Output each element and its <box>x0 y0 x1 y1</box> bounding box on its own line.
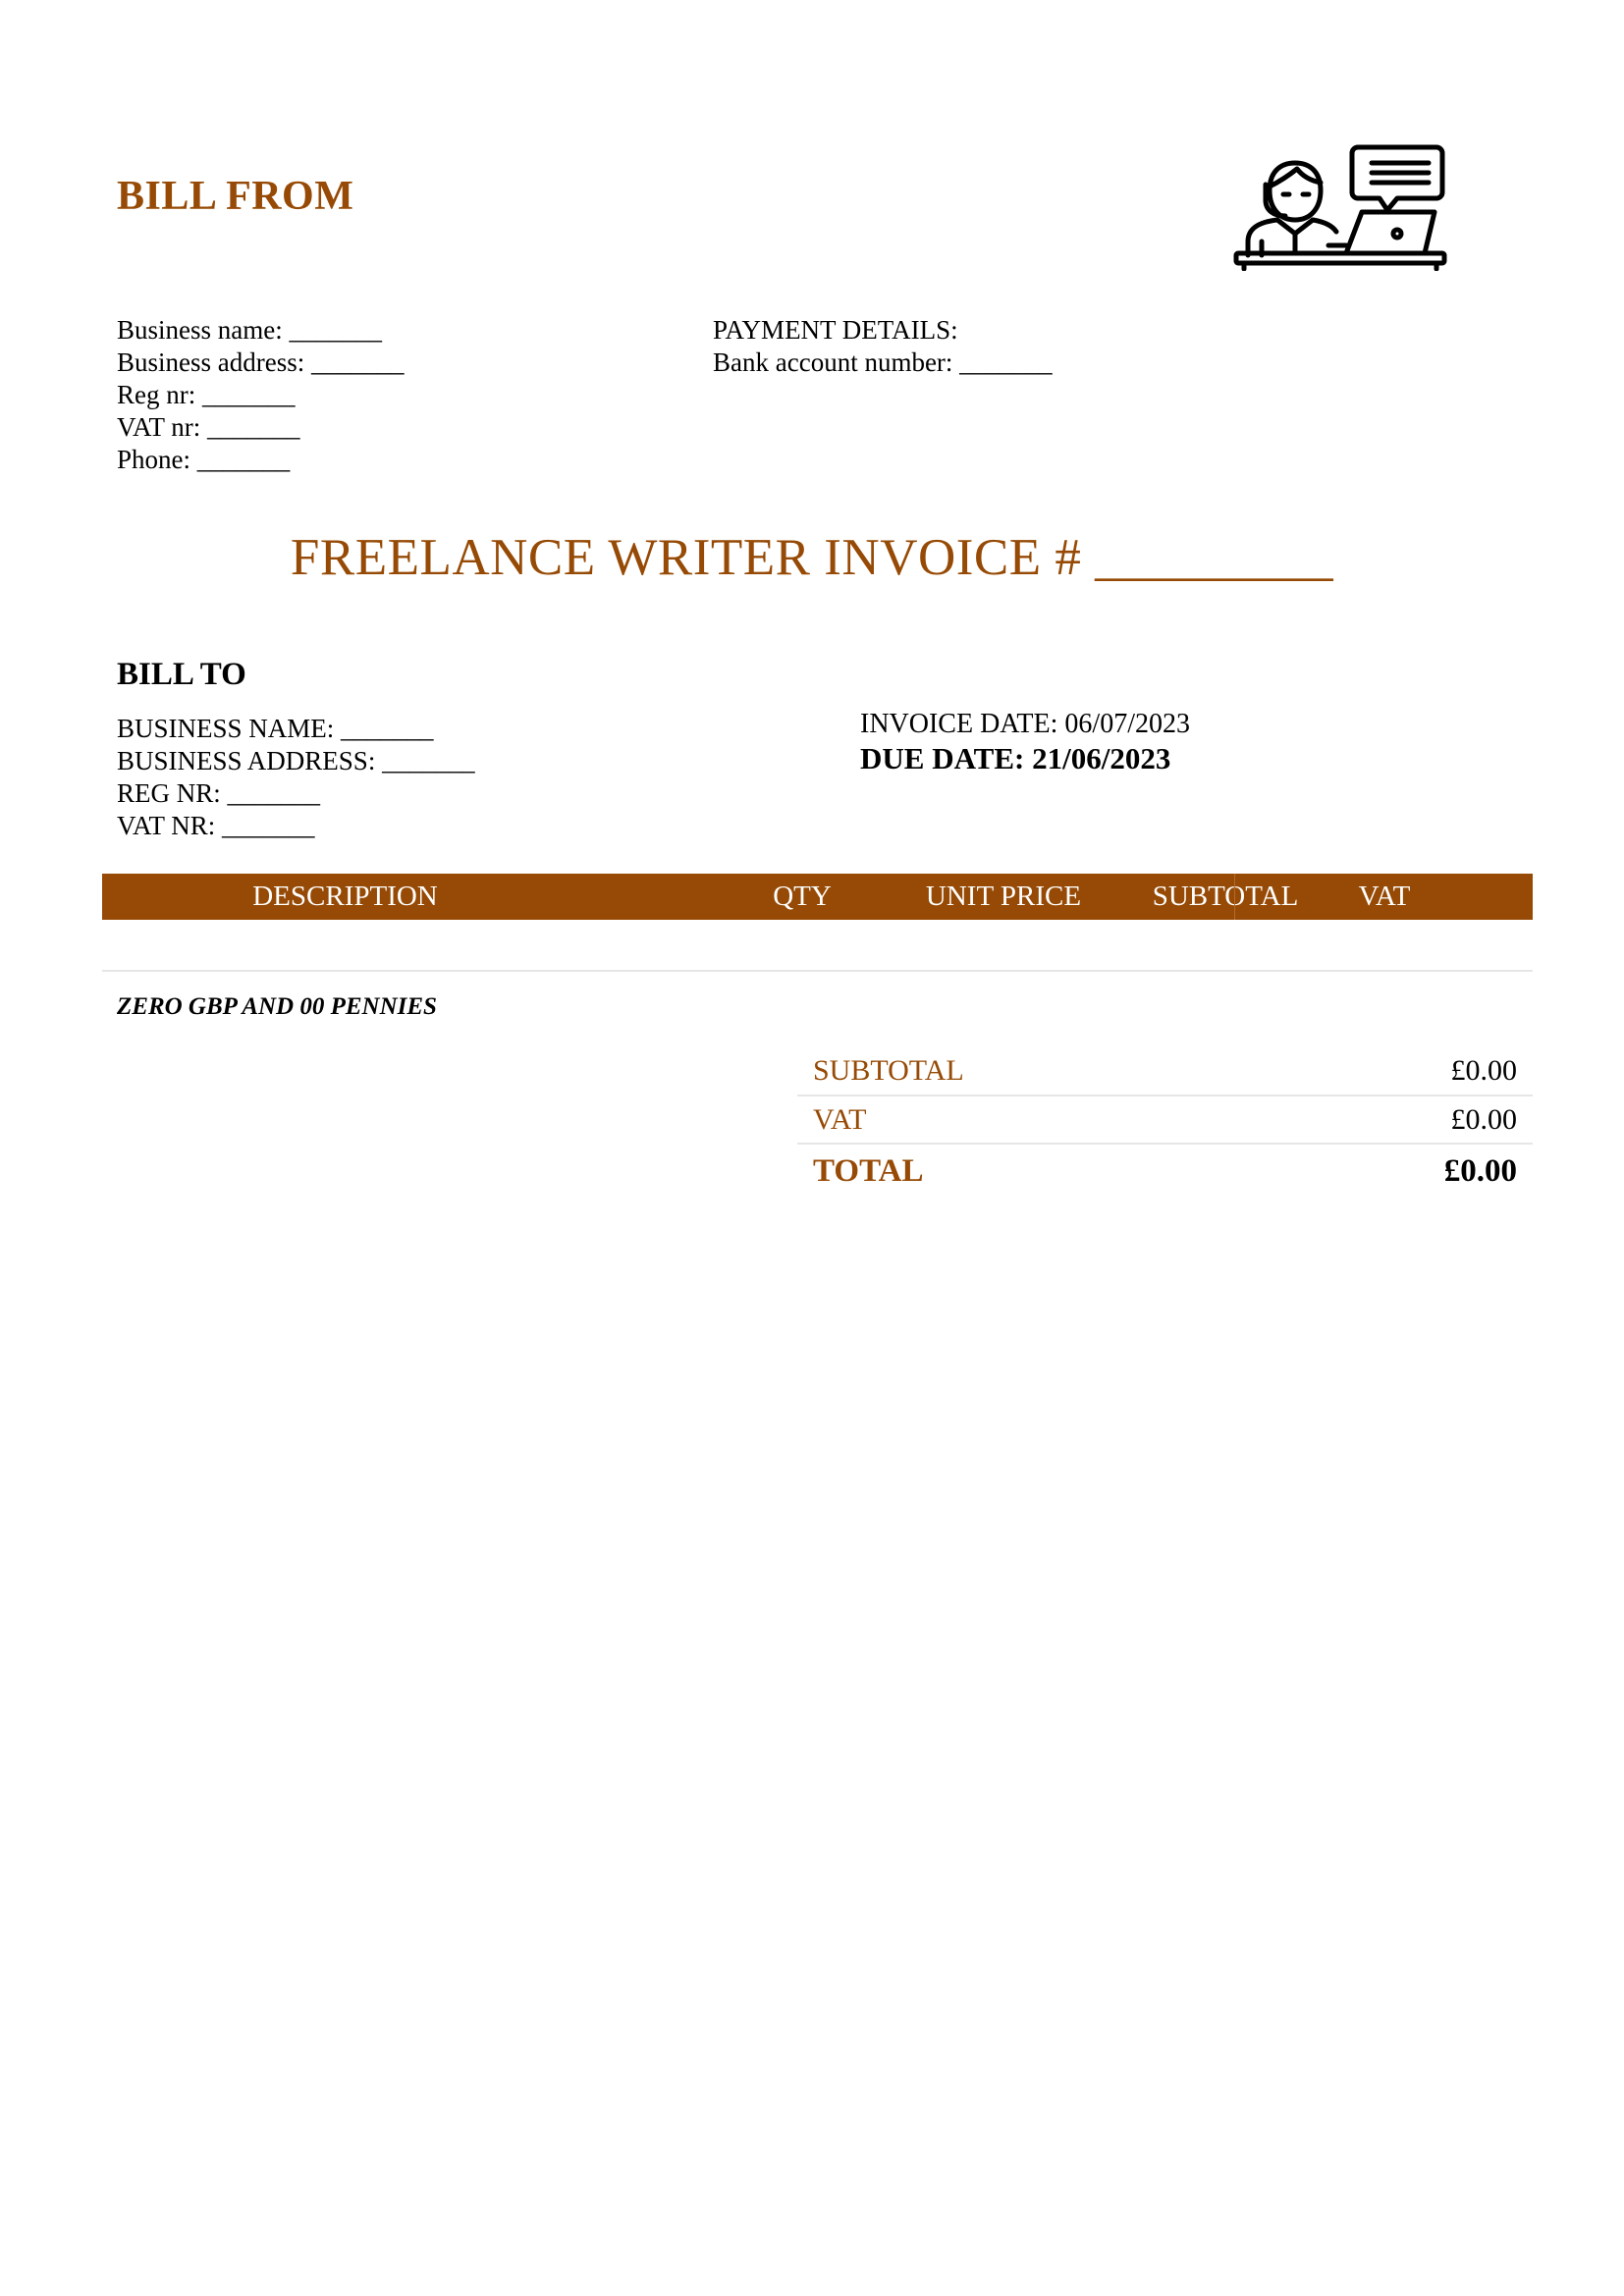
vat-label: VAT <box>813 1102 867 1136</box>
invoice-title: FREELANCE WRITER INVOICE # _________ <box>290 529 1334 586</box>
bill-from-business-name: Business name: _______ <box>117 315 382 345</box>
bill-to-business-name: BUSINESS NAME: _______ <box>117 714 434 743</box>
items-table-divider <box>102 970 1533 972</box>
bill-from-reg-nr: Reg nr: _______ <box>117 380 296 409</box>
column-header-unit-price: UNIT PRICE <box>925 881 1082 912</box>
invoice-dates <box>860 708 1190 776</box>
totals-summary <box>797 1047 1533 1198</box>
bill-to-business-address: BUSINESS ADDRESS: _______ <box>117 746 475 775</box>
invoice-date: INVOICE DATE: 06/07/2023 <box>860 709 1190 739</box>
bill-from-vat-nr: VAT nr: _______ <box>117 412 300 442</box>
bill-from-heading: BILL FROM <box>117 174 354 219</box>
vat-value: £0.00 <box>1450 1102 1517 1136</box>
bill-to-details <box>117 713 475 842</box>
column-header-vat: VAT <box>1234 874 1534 920</box>
total-value: £0.00 <box>1443 1152 1517 1189</box>
bill-to-vat-nr: VAT NR: _______ <box>117 811 315 840</box>
bill-to-heading: BILL TO <box>117 657 246 692</box>
due-date: DUE DATE: 21/06/2023 <box>860 741 1171 775</box>
freelance-writer-at-laptop-icon <box>1232 143 1448 271</box>
bill-from-business-address: Business address: _______ <box>117 347 405 377</box>
bill-from-phone: Phone: _______ <box>117 445 291 474</box>
bill-from-details <box>117 314 405 476</box>
column-header-description: DESCRIPTION <box>252 881 438 912</box>
payment-details-heading: PAYMENT DETAILS: <box>713 315 958 345</box>
bill-to-reg-nr: REG NR: _______ <box>117 778 321 808</box>
bank-account-number: Bank account number: _______ <box>713 347 1053 377</box>
subtotal-label: SUBTOTAL <box>813 1054 964 1087</box>
total-row <box>797 1145 1533 1198</box>
vat-row <box>797 1096 1533 1145</box>
items-table-header <box>102 874 1533 920</box>
column-header-subtotal: SUBTOTAL <box>1152 881 1299 912</box>
amount-in-words: ZERO GBP AND 00 PENNIES <box>117 993 437 1020</box>
total-label: TOTAL <box>813 1152 924 1189</box>
payment-details <box>713 314 1053 379</box>
column-header-qty: QTY <box>773 881 832 912</box>
subtotal-row <box>797 1047 1533 1096</box>
subtotal-value: £0.00 <box>1450 1054 1517 1087</box>
